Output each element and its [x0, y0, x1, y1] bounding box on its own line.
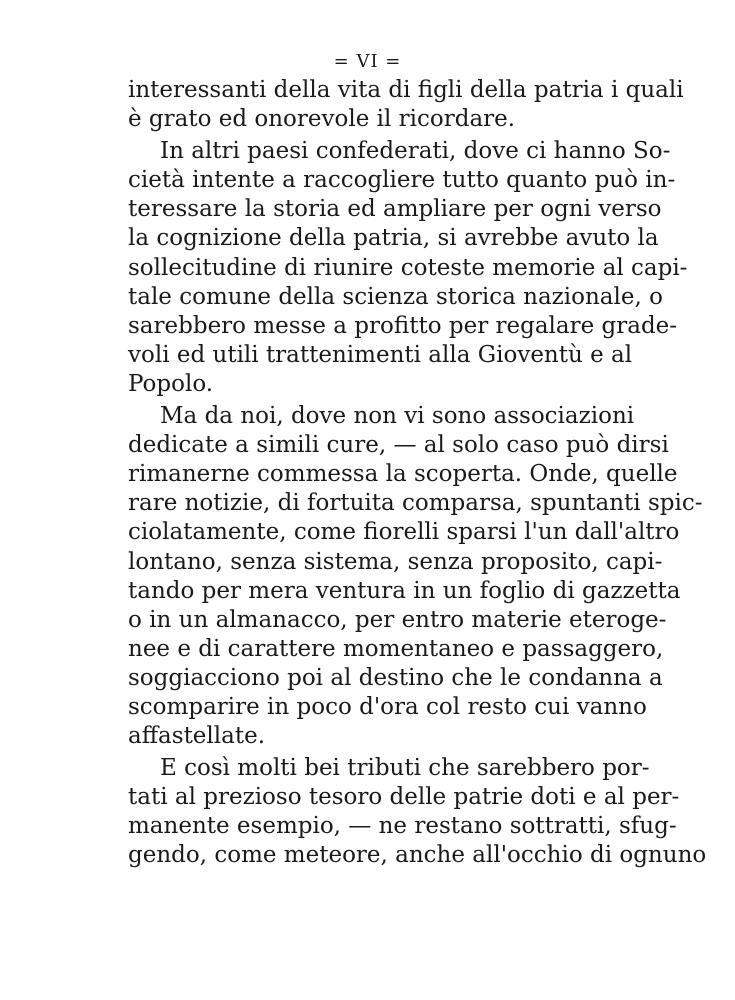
- text-line: cietà intente a raccogliere tutto quanto può in-: [128, 167, 676, 194]
- text-line: Popolo.: [128, 370, 214, 397]
- text-line: è grato ed onorevole il ricordare.: [128, 106, 516, 133]
- text-line: la cognizione della patria, si avrebbe avuto la: [128, 225, 659, 252]
- text-line: soggiacciono poi al destino che le condanna a: [128, 664, 663, 691]
- text-line: lontano, senza sistema, senza proposito, capi-: [128, 548, 663, 575]
- paragraph: [128, 402, 703, 751]
- text-line: gendo, come meteore, anche all'occhio di ognuno: [128, 842, 707, 869]
- text-line: affastellate.: [128, 723, 266, 750]
- text-line: manente esempio, — ne restano sottratti, sfug-: [128, 813, 677, 840]
- text-line: In altri paesi confederati, dove ci hanno So-: [160, 138, 671, 165]
- text-line: dedicate a simili cure, — al solo caso può dirsi: [128, 432, 669, 459]
- body-text: [128, 76, 707, 871]
- text-line: scomparire in poco d'ora col resto cui vanno: [128, 693, 647, 720]
- paragraph: [128, 754, 707, 870]
- text-line: sollecitudine di riunire coteste memorie al capi-: [128, 254, 688, 281]
- text-line: teressare la storia ed ampliare per ogni verso: [128, 196, 662, 223]
- text-line: tando per mera ventura in un foglio di gazzetta: [128, 577, 681, 604]
- text-line: rimanerne commessa la scoperta. Onde, quelle: [128, 461, 678, 488]
- text-line: nee e di carattere momentaneo e passaggero,: [128, 635, 664, 662]
- text-line: sarebbero messe a profitto per regalare grade-: [128, 312, 678, 339]
- text-line: voli ed utili trattenimenti alla Gioventù e al: [128, 341, 633, 368]
- text-line: tati al prezioso tesoro delle patrie doti e al per-: [128, 784, 680, 811]
- text-line: Ma da noi, dove non vi sono associazioni: [160, 403, 635, 430]
- paragraph: [128, 137, 688, 399]
- text-line: tale comune della scienza storica nazionale, o: [128, 283, 663, 310]
- page-number-header: = VI =: [333, 51, 402, 72]
- text-line: o in un almanacco, per entro materie eteroge-: [128, 606, 667, 633]
- text-line: ciolatamente, come fiorelli sparsi l'un dall'altro: [128, 519, 680, 546]
- text-line: interessanti della vita di figli della patria i quali: [128, 77, 684, 103]
- paragraph: [128, 76, 684, 134]
- text-line: E così molti bei tributi che sarebbero por-: [160, 755, 650, 782]
- text-line: rare notizie, di fortuita comparsa, spuntanti spic-: [128, 490, 703, 517]
